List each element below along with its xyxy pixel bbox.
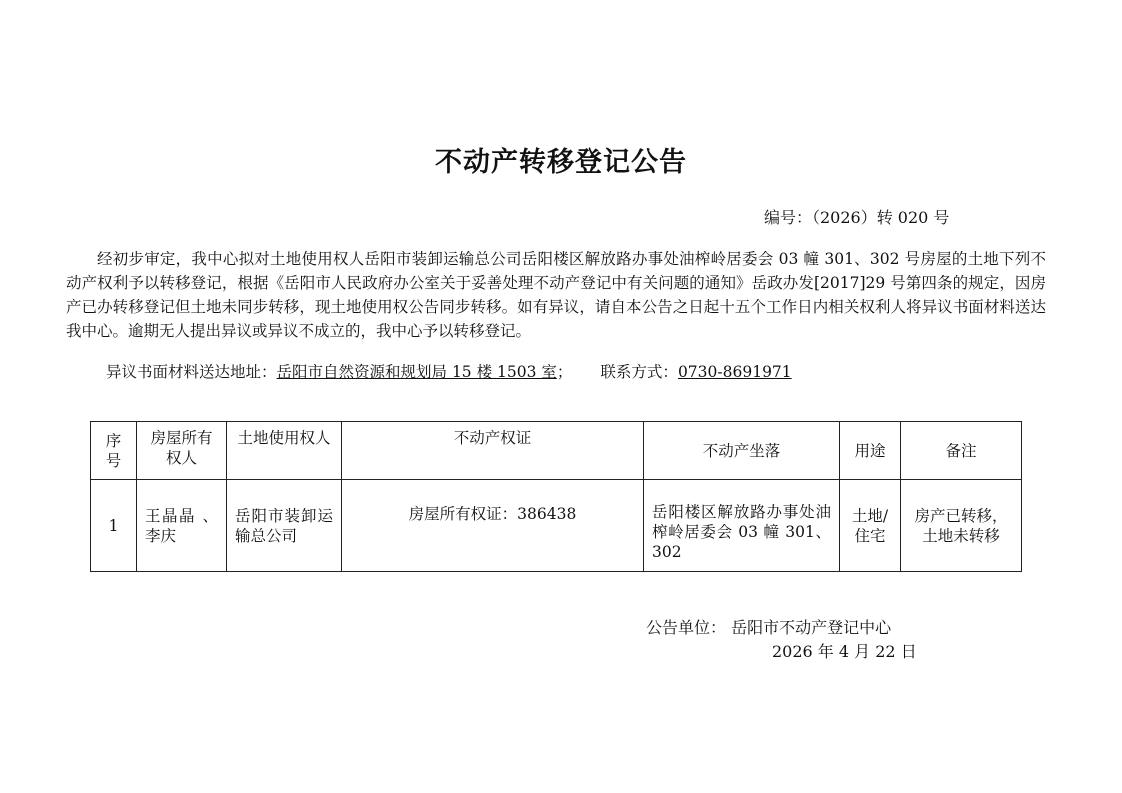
objection-contact-line — [106, 360, 792, 382]
registration-table — [90, 421, 1022, 572]
cell-usage: 土地/住宅 — [840, 480, 901, 572]
table-row — [91, 480, 1022, 572]
issuing-unit: 公告单位： 岳阳市不动产登记中心 — [646, 618, 892, 637]
header-seq: 序号 — [91, 422, 137, 480]
header-land-user: 土地使用权人 — [227, 422, 342, 480]
contact-phone: 0730-8691971 — [677, 363, 792, 381]
cell-remarks: 房产已转移，土地未转移 — [901, 480, 1022, 572]
contact-label: 联系方式： — [600, 363, 678, 381]
header-certificate: 不动产权证 — [342, 422, 644, 480]
submission-address: 岳阳市自然资源和规划局 15 楼 1503 室 — [276, 363, 557, 381]
document-number: 编号：（2026）转 020 号 — [764, 208, 950, 227]
cell-location: 岳阳楼区解放路办事处油榨岭居委会 03 幢 301、302 — [644, 480, 840, 572]
cell-certificate: 房屋所有权证：386438 — [342, 480, 644, 572]
header-location: 不动产坐落 — [644, 422, 840, 480]
cell-owner: 王晶晶 、李庆 — [137, 480, 227, 572]
header-owner: 房屋所有权人 — [137, 422, 227, 480]
address-separator: ； — [556, 363, 573, 381]
body-paragraph: 经初步审定，我中心拟对土地使用权人岳阳市装卸运输总公司岳阳楼区解放路办事处油榨岭居委会 03 幢 301、302 号房屋的土地下列不动产权利予以转移登记，根据《岳阳市人民政府办公室关于妥善处理不动产登记中有关问题的通知》岳政办发[2017]29 号第四条的规定，因房产已办转移登记但土地未同步转移，现土地使用权公告同步转移。如有异议，请自本公告之日起十五个工作日内相关权利人将异议书面材料送达我中心。逾期无人提出异议或异议不成立的，我中心予以转移登记。 — [66, 250, 1046, 340]
cell-seq: 1 — [91, 480, 137, 572]
table-header-row — [91, 422, 1022, 480]
header-remarks: 备注 — [901, 422, 1022, 480]
header-usage: 用途 — [840, 422, 901, 480]
issue-date: 2026 年 4 月 22 日 — [772, 642, 917, 661]
page-title: 不动产转移登记公告 — [435, 147, 687, 178]
address-label: 异议书面材料送达地址： — [106, 363, 277, 381]
cell-land-user: 岳阳市装卸运输总公司 — [227, 480, 342, 572]
